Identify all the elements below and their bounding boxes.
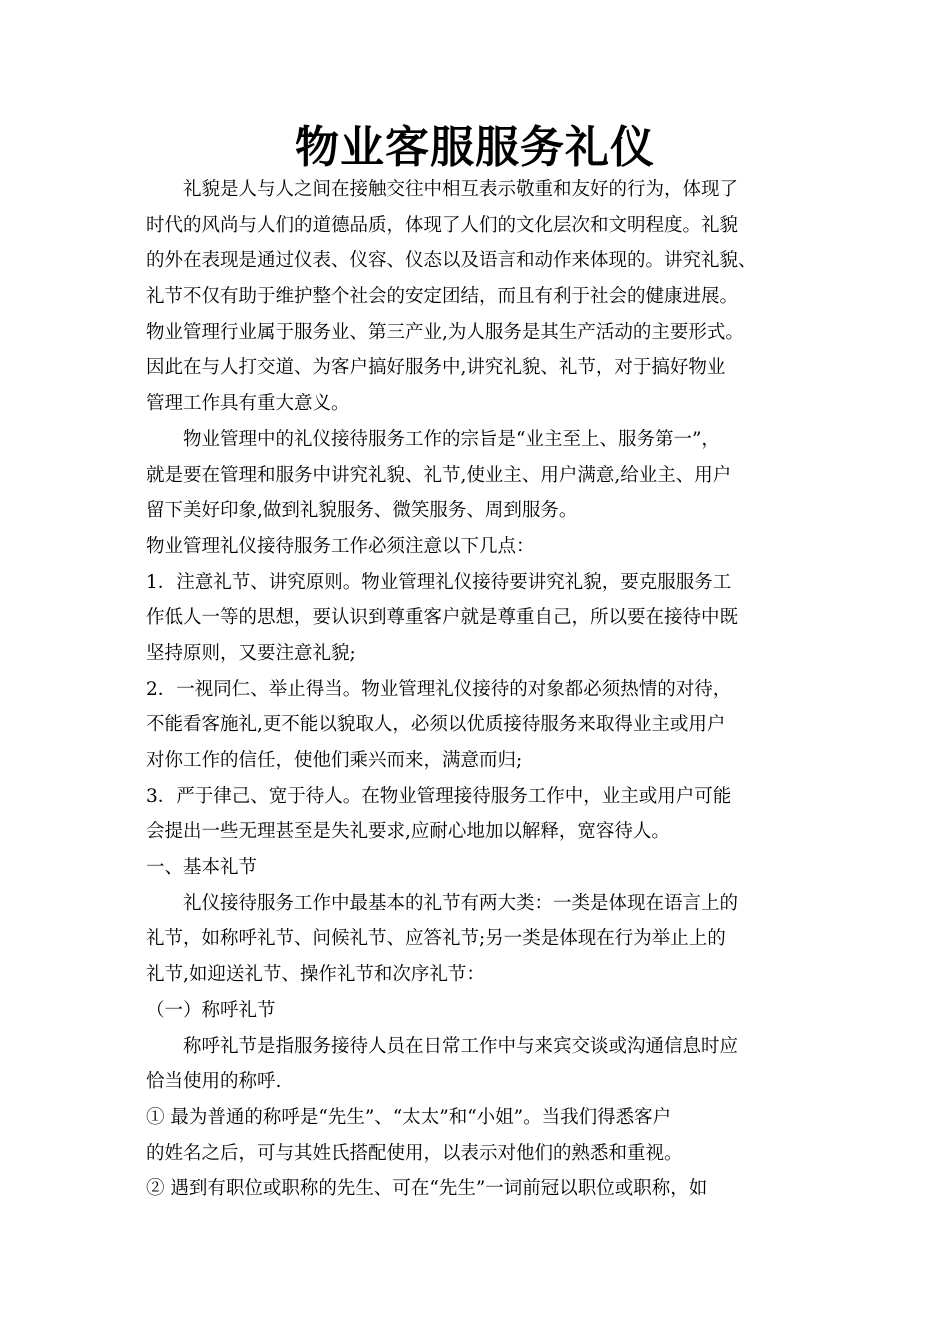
document-title: 物业客服服务礼仪	[295, 122, 655, 173]
body-line: ① 最为普通的称呼是“先生”、“太太”和“小姐”。当我们得悉客户	[146, 1106, 672, 1128]
body-line: 会提出一些无理甚至是失礼要求,应耐心地加以解释，宽容待人。	[146, 821, 670, 843]
body-line: 管理工作具有重大意义。	[146, 393, 350, 415]
body-line: 称呼礼节是指服务接待人员在日常工作中与来宾交谈或沟通信息时应	[183, 1035, 739, 1057]
body-line: 对你工作的信任，使他们乘兴而来，满意而归;	[146, 750, 523, 771]
body-line: 物业管理中的礼仪接待服务工作的宗旨是“业主至上、服务第一”，	[183, 428, 720, 450]
body-line: 恰当使用的称呼.	[146, 1071, 282, 1093]
body-line: 时代的风尚与人们的道德品质，体现了人们的文化层次和文明程度。礼貌	[146, 214, 739, 236]
body-line: 的姓名之后，可与其姓氏搭配使用，以表示对他们的熟悉和重视。	[146, 1142, 683, 1164]
body-line: 3．严于律己、宽于待人。在物业管理接待服务工作中，业主或用户可能	[146, 785, 732, 807]
body-line: 坚持原则，又要注意礼貌;	[146, 642, 356, 664]
body-line: 因此在与人打交道、为客户搞好服务中,讲究礼貌、礼节，对于搞好物业	[146, 357, 726, 379]
body-line: 礼节，如称呼礼节、问候礼节、应答礼节;另一类是体现在行为举止上的	[146, 928, 726, 950]
body-line: 不能看客施礼,更不能以貌取人，必须以优质接待服务来取得业主或用户	[146, 714, 726, 736]
body-line: 作低人一等的思想，要认识到尊重客户就是尊重自己，所以要在接待中既	[146, 607, 739, 629]
body-line: ② 遇到有职位或职称的先生、可在“先生”一词前冠以职位或职称，如	[146, 1178, 708, 1200]
body-line: （一）称呼礼节	[146, 999, 276, 1021]
body-line: 的外在表现是通过仪表、仪容、仪态以及语言和动作来体现的。讲究礼貌、	[146, 250, 757, 272]
body-line: 礼节,如迎送礼节、操作礼节和次序礼节：	[146, 964, 485, 986]
body-line: 物业管理礼仪接待服务工作必须注意以下几点：	[146, 535, 535, 557]
body-line: 就是要在管理和服务中讲究礼貌、礼节,使业主、用户满意,给业主、用户	[146, 464, 732, 486]
body-line: 1．注意礼节、讲究原则。物业管理礼仪接待要讲究礼貌，要克服服务工	[146, 571, 732, 593]
body-line: 礼仪接待服务工作中最基本的礼节有两大类：一类是体现在语言上的	[183, 892, 739, 914]
body-line: 礼貌是人与人之间在接触交往中相互表示敬重和友好的行为，体现了	[183, 179, 739, 200]
document-body	[146, 172, 786, 1207]
body-line: 留下美好印象,做到礼貌服务、微笑服务、周到服务。	[146, 500, 578, 522]
body-line: 礼节不仅有助于维护整个社会的安定团结，而且有利于社会的健康进展。	[146, 286, 739, 308]
body-line: 2．一视同仁、举止得当。物业管理礼仪接待的对象都必须热情的对待，	[146, 678, 732, 700]
body-line: 一、基本礼节	[146, 857, 258, 879]
body-line: 物业管理行业属于服务业、第三产业,为人服务是其生产活动的主要形式。	[146, 321, 744, 343]
